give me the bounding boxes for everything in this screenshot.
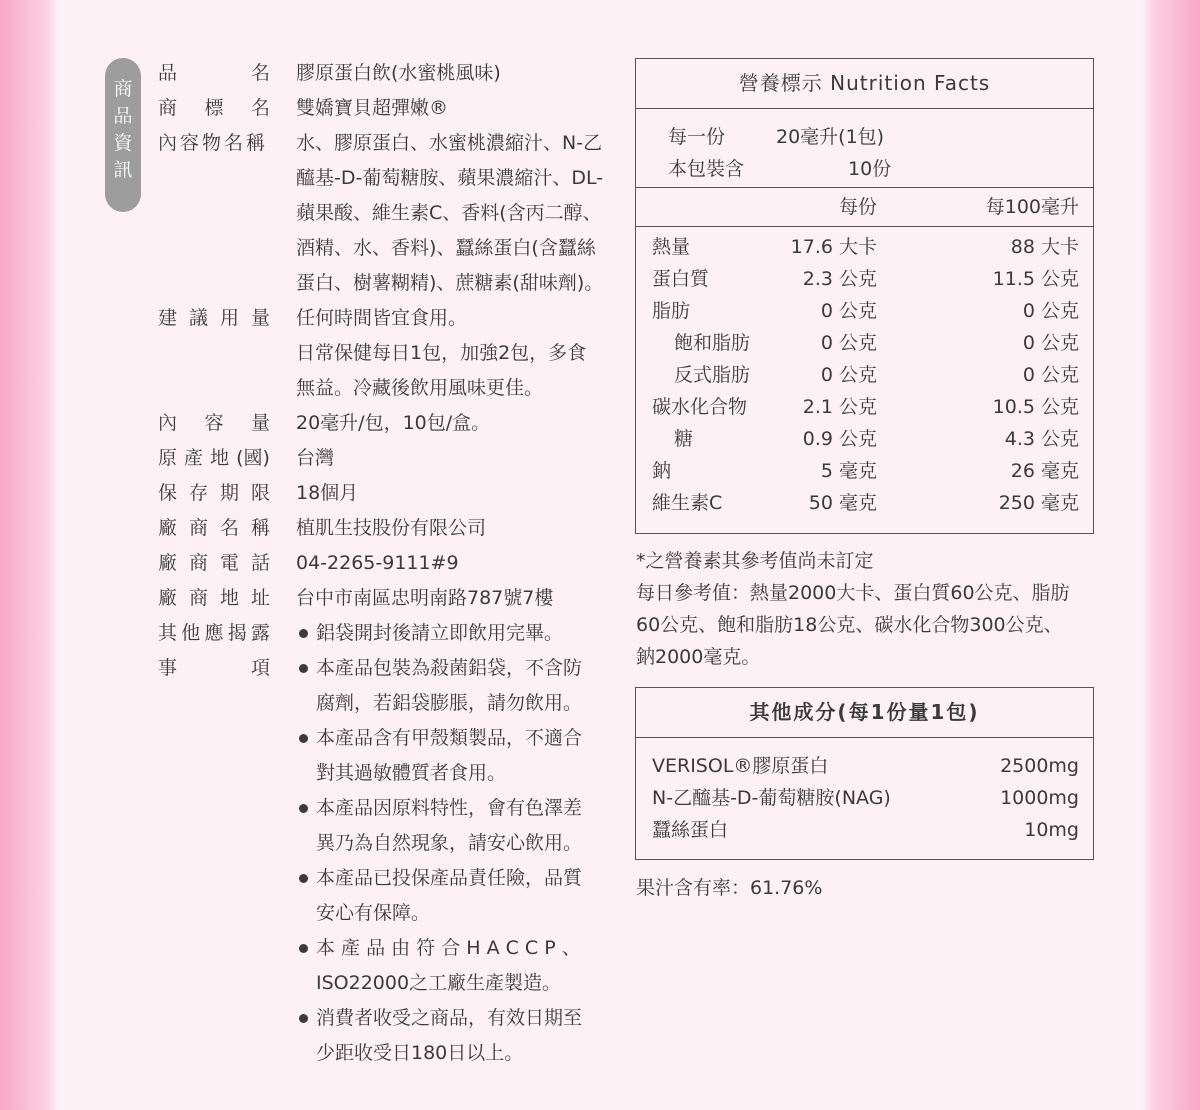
- info-label-part: 量: [250, 412, 270, 434]
- info-row: [158, 546, 618, 581]
- info-label-part: 名: [250, 62, 270, 84]
- serving-label: 每一份: [668, 126, 726, 148]
- info-row: [158, 126, 618, 301]
- info-row: [158, 301, 618, 406]
- info-label: [158, 441, 270, 476]
- info-label-part: 名: [250, 97, 270, 119]
- info-label-part: 他: [181, 622, 201, 644]
- reference-note-line: 鈉2000毫克。: [636, 646, 761, 668]
- notes-item-line: ISO22000之工廠生產製造。: [316, 972, 562, 994]
- info-label-part: 揭: [227, 622, 247, 644]
- info-label: [158, 511, 270, 546]
- notes-item-line: 鋁袋開封後請立即飲用完畢。: [316, 622, 564, 644]
- nutrient-per-100ml: 0 公克: [1022, 300, 1079, 322]
- info-label-part: 廠: [158, 587, 178, 609]
- notes-item-line: 對其過敏體質者食用。: [316, 762, 507, 784]
- info-value-line: 台灣: [296, 447, 335, 469]
- ingredient-name: 蠶絲蛋白: [652, 819, 729, 841]
- info-value-line: 台中市南區忠明南路787號7樓: [296, 587, 554, 609]
- side-tab-char: 品: [113, 105, 133, 127]
- info-label-part: 商: [188, 517, 208, 539]
- info-value: [296, 126, 618, 301]
- info-label-part: 內容物名稱: [158, 132, 269, 154]
- info-value-line: 18個月: [296, 482, 359, 504]
- notes-item-line: 本產品含有甲殼類製品，不適合: [316, 727, 583, 749]
- info-value-line: 雙嬌寶貝超彈嫩®: [296, 97, 449, 119]
- nutrient-per-serving: 2.1 公克: [802, 396, 877, 418]
- info-value-line: 醯基-D-葡萄糖胺、蘋果濃縮汁、DL-: [296, 167, 604, 189]
- ingredient-amount: 10mg: [1024, 819, 1079, 841]
- info-value: [296, 546, 618, 581]
- nutrient-per-serving: 0.9 公克: [802, 428, 877, 450]
- info-value: [296, 441, 618, 476]
- product-info-tab: [105, 58, 141, 212]
- info-label: [158, 406, 270, 441]
- nutrition-title: 營養標示 Nutrition Facts: [636, 59, 1093, 109]
- notes-item-line: 本產品包裝為殺菌鋁袋，不含防: [316, 657, 583, 679]
- nutrition-row: [636, 231, 1093, 263]
- info-label-part: (國): [236, 447, 270, 469]
- info-value: [296, 301, 618, 406]
- info-label-part: 議: [188, 307, 208, 329]
- info-label-part: 商: [158, 97, 178, 119]
- info-value-line: 無益。冷藏後飲用風味更佳。: [296, 377, 544, 399]
- reference-note-line: 60公克、飽和脂肪18公克、碳水化合物300公克、: [636, 614, 1063, 636]
- info-value: [296, 581, 618, 616]
- nutrient-per-serving: 5 毫克: [820, 460, 877, 482]
- info-value: [296, 56, 618, 91]
- info-label-part: 其: [158, 622, 178, 644]
- info-value-line: 水、膠原蛋白、水蜜桃濃縮汁、N-乙: [296, 132, 603, 154]
- col-per-100ml: 每100毫升: [985, 196, 1079, 218]
- info-value-line: 蘋果酸、維生素C、香料(含丙二醇、: [296, 202, 602, 224]
- notes-item: [296, 931, 618, 1001]
- nutrition-row: [636, 455, 1093, 487]
- info-label-part: 址: [250, 587, 270, 609]
- notes-list: [296, 616, 618, 1071]
- product-info-list: [158, 56, 618, 1071]
- nutrient-per-serving: 2.3 公克: [802, 268, 877, 290]
- nutrient-name: 維生素C: [652, 492, 723, 514]
- nutrient-name: 飽和脂肪: [674, 332, 751, 354]
- info-value-line: 日常保健每日1包，加強2包，多食: [296, 342, 587, 364]
- info-value-line: 植肌生技股份有限公司: [296, 517, 487, 539]
- nutrient-name: 蛋白質: [652, 268, 710, 290]
- info-label-part: 地: [210, 447, 230, 469]
- info-label-part: 保: [158, 482, 178, 504]
- ingredient-name: N-乙醯基-D-葡萄糖胺(NAG): [652, 787, 891, 809]
- nutrient-name: 脂肪: [652, 300, 691, 322]
- side-tab-char: 資: [113, 132, 133, 154]
- info-label-part: 稱: [250, 517, 270, 539]
- info-label: [158, 581, 270, 616]
- side-tab-char: 訊: [113, 159, 133, 181]
- nutrient-per-serving: 0 公克: [820, 364, 877, 386]
- info-label-part: 廠: [158, 517, 178, 539]
- nutrient-per-100ml: 88 大卡: [1010, 236, 1079, 258]
- serving-info: [636, 109, 1093, 188]
- info-label-part: 原: [158, 447, 178, 469]
- nutrient-per-100ml: 0 公克: [1022, 364, 1079, 386]
- other-ingredients-rows: [636, 738, 1093, 846]
- nutrition-row: [636, 423, 1093, 455]
- info-value: [296, 476, 618, 511]
- reference-note-line: 每日參考值：熱量2000大卡、蛋白質60公克、脂肪: [636, 582, 1070, 604]
- package-value: 10份: [848, 158, 892, 180]
- info-label-part: 品: [158, 62, 178, 84]
- nutrient-per-100ml: 10.5 公克: [992, 396, 1079, 418]
- nutrient-per-serving: 0 公克: [820, 332, 877, 354]
- info-label: [158, 126, 270, 301]
- info-label-part: 事: [158, 657, 178, 679]
- nutrition-row: [636, 295, 1093, 327]
- info-row: [158, 476, 618, 511]
- notes-item-line: 安心有保障。: [316, 902, 431, 924]
- notes-item: [296, 651, 618, 721]
- info-label-part: 產: [184, 447, 204, 469]
- side-tab-char: 商: [113, 78, 133, 100]
- notes-item-line: 本產品因原料特性，會有色澤差: [316, 797, 583, 819]
- info-value: [296, 406, 618, 441]
- info-value-line: 膠原蛋白飲(水蜜桃風味): [296, 62, 501, 84]
- info-label-part: 用: [219, 307, 239, 329]
- reference-note: [636, 545, 1106, 673]
- ingredient-amount: 2500mg: [1000, 755, 1079, 777]
- info-label-part: 標: [204, 97, 224, 119]
- nutrition-rows: [636, 227, 1093, 519]
- nutrient-per-serving: 0 公克: [820, 300, 877, 322]
- nutrient-name: 糖: [674, 428, 694, 450]
- nutrition-column-headers: [636, 188, 1093, 227]
- ingredient-row: [636, 750, 1093, 782]
- nutrition-row: [636, 327, 1093, 359]
- nutrition-row: [636, 263, 1093, 295]
- info-label-part: 容: [204, 412, 224, 434]
- notes-row: [158, 616, 618, 1071]
- info-value: [296, 91, 618, 126]
- info-value-line: 任何時間皆宜食用。: [296, 307, 468, 329]
- notes-item: [296, 721, 618, 791]
- col-per-serving: 每份: [838, 196, 877, 218]
- notes-item-line: 本產品已投保產品責任險，品質: [316, 867, 583, 889]
- notes-item-line: 少距收受日180日以上。: [316, 1042, 524, 1064]
- notes-item: [296, 861, 618, 931]
- info-label-part: 名: [219, 517, 239, 539]
- info-label-part: 項: [250, 657, 270, 679]
- nutrient-per-serving: 50 毫克: [808, 492, 877, 514]
- info-row: [158, 406, 618, 441]
- ingredient-row: [636, 782, 1093, 814]
- info-value-line: 蛋白、樹薯糊精)、蔗糖素(甜味劑)。: [296, 272, 604, 294]
- other-ingredients-title: 其他成分(每1份量1包): [636, 688, 1093, 738]
- other-ingredients-table: [635, 687, 1094, 860]
- info-label: [158, 616, 270, 651]
- nutrient-name: 反式脂肪: [674, 364, 751, 386]
- info-label-part: 廠: [158, 552, 178, 574]
- nutrient-name: 熱量: [652, 236, 691, 258]
- ingredient-name: VERISOL®膠原蛋白: [652, 755, 829, 777]
- info-row: [158, 441, 618, 476]
- info-row: [158, 56, 618, 91]
- nutrient-per-serving: 17.6 大卡: [790, 236, 877, 258]
- info-value: [296, 511, 618, 546]
- nutrient-per-100ml: 11.5 公克: [992, 268, 1079, 290]
- notes-item-line: 本 產 品 由 符 合 H A C C P 、: [316, 937, 581, 959]
- info-label-part: 量: [250, 307, 270, 329]
- info-label-part: 內: [158, 412, 178, 434]
- info-row: [158, 581, 618, 616]
- nutrition-row: [636, 391, 1093, 423]
- info-label: [158, 91, 270, 126]
- juice-content: 果汁含有率：61.76%: [636, 877, 823, 899]
- info-label-part: 話: [250, 552, 270, 574]
- info-label-part: 地: [219, 587, 239, 609]
- info-label: [158, 476, 270, 511]
- notes-item: [296, 791, 618, 861]
- serving-value: 20毫升(1包): [776, 126, 885, 148]
- info-label-part: 限: [250, 482, 270, 504]
- notes-item: [296, 1001, 618, 1071]
- notes-item-line: 異乃為自然現象，請安心飲用。: [316, 832, 583, 854]
- info-label-part: 露: [250, 622, 270, 644]
- nutrition-facts-table: [635, 58, 1094, 534]
- nutrient-per-100ml: 26 毫克: [1010, 460, 1079, 482]
- info-row: [158, 511, 618, 546]
- ingredient-row: [636, 814, 1093, 846]
- info-label: [158, 651, 270, 686]
- nutrient-name: 碳水化合物: [652, 396, 748, 418]
- notes-item: [296, 616, 618, 651]
- notes-item-line: 消費者收受之商品，有效日期至: [316, 1007, 583, 1029]
- info-label-part: 電: [219, 552, 239, 574]
- notes-label: [158, 616, 296, 1071]
- info-row: [158, 91, 618, 126]
- info-value-line: 04-2265-9111#9: [296, 552, 459, 574]
- info-label-part: 存: [188, 482, 208, 504]
- nutrient-per-100ml: 4.3 公克: [1004, 428, 1079, 450]
- ingredient-amount: 1000mg: [1000, 787, 1079, 809]
- package-label: 本包裝含: [668, 158, 745, 180]
- reference-note-line: *之營養素其參考值尚未訂定: [636, 550, 874, 572]
- info-label-part: 商: [188, 552, 208, 574]
- info-value-line: 20毫升/包，10包/盒。: [296, 412, 491, 434]
- nutrition-row: [636, 359, 1093, 391]
- info-label: [158, 301, 270, 406]
- info-value-line: 酒精、水、香料)、蠶絲蛋白(含蠶絲: [296, 237, 596, 259]
- nutrient-name: 鈉: [652, 460, 672, 482]
- nutrition-row: [636, 487, 1093, 519]
- info-label-part: 商: [188, 587, 208, 609]
- info-label-part: 期: [219, 482, 239, 504]
- info-label: [158, 56, 270, 91]
- info-label-part: 應: [204, 622, 224, 644]
- info-label-part: 建: [158, 307, 178, 329]
- nutrient-per-100ml: 250 毫克: [998, 492, 1079, 514]
- notes-item-line: 腐劑，若鋁袋膨脹，請勿飲用。: [316, 692, 583, 714]
- info-label: [158, 546, 270, 581]
- nutrient-per-100ml: 0 公克: [1022, 332, 1079, 354]
